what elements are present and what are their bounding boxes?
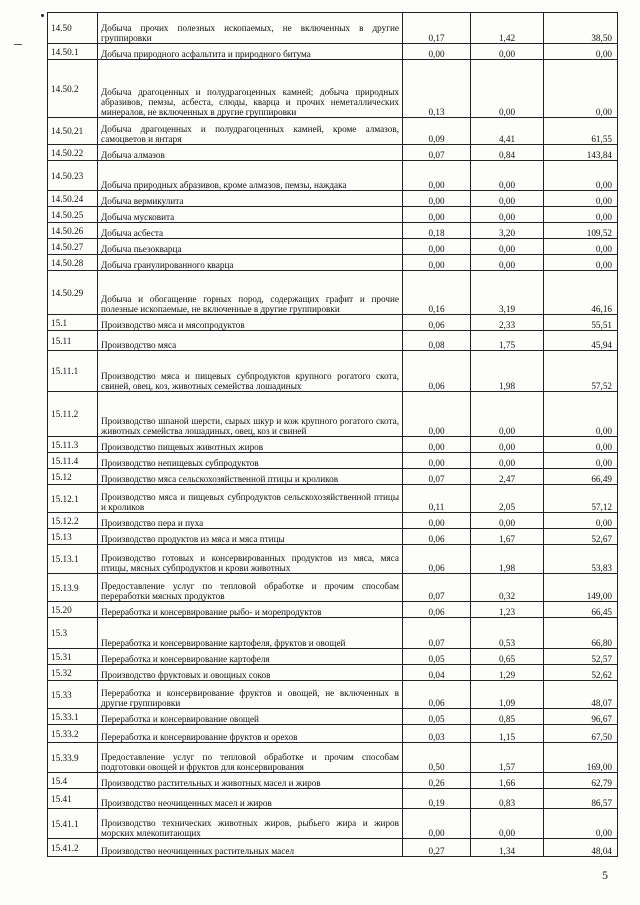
table-row: [48, 331, 618, 351]
row-value-2: 1,67: [471, 529, 544, 545]
row-value-2: 2,47: [471, 469, 544, 485]
row-value-2: 1,23: [471, 602, 544, 618]
row-code: 14.50.23: [48, 161, 98, 191]
row-code: 15.3: [48, 618, 98, 649]
row-value-1: 0,00: [403, 809, 471, 839]
row-code: 15.12: [48, 469, 98, 485]
row-code: 14.50.21: [48, 118, 98, 145]
row-value-1: 0,27: [403, 839, 471, 857]
row-code: 15.33.9: [48, 743, 98, 773]
row-value-1: 0,00: [403, 207, 471, 223]
row-code: 15.31: [48, 649, 98, 665]
table-row: [48, 469, 618, 485]
table-row: [48, 161, 618, 191]
page-number: 5: [602, 868, 608, 882]
table-row: [48, 809, 618, 839]
table-row: [48, 13, 618, 44]
row-value-2: 4,41: [471, 118, 544, 145]
table-row: [48, 118, 618, 145]
row-value-2: 0,00: [471, 392, 544, 437]
table-row: [48, 437, 618, 453]
row-name: Производство фруктовых и овощных соков: [98, 665, 403, 681]
row-code: 15.11.1: [48, 351, 98, 392]
table-row: [48, 665, 618, 681]
row-value-2: 0,00: [471, 191, 544, 207]
row-value-2: 0,00: [471, 161, 544, 191]
table-row: [48, 44, 618, 60]
row-value-2: 3,19: [471, 271, 544, 315]
row-name: Переработка и консервирование фруктов и орехов: [98, 725, 403, 743]
row-value-3: 66,45: [544, 602, 618, 618]
table-body: [48, 13, 618, 857]
row-value-3: 66,49: [544, 469, 618, 485]
row-name: Добыча пьезокварца: [98, 239, 403, 255]
row-code: 15.12.2: [48, 513, 98, 529]
row-value-1: 0,13: [403, 60, 471, 118]
row-value-2: 1,98: [471, 545, 544, 574]
row-value-1: 0,11: [403, 485, 471, 513]
row-value-3: 0,00: [544, 191, 618, 207]
row-value-1: 0,06: [403, 545, 471, 574]
row-name: Производство растительных и животных масел и жиров: [98, 773, 403, 789]
row-value-2: 0,65: [471, 649, 544, 665]
row-value-1: 0,06: [403, 681, 471, 709]
table-row: [48, 315, 618, 331]
row-value-2: 1,66: [471, 773, 544, 789]
row-value-2: 0,00: [471, 60, 544, 118]
row-value-3: 62,79: [544, 773, 618, 789]
row-value-1: 0,05: [403, 709, 471, 725]
row-name: Переработка и консервирование картофеля, фруктов и овощей: [98, 618, 403, 649]
row-code: 14.50: [48, 13, 98, 44]
row-code: 14.50.26: [48, 223, 98, 239]
table-row: [48, 725, 618, 743]
table-row: [48, 453, 618, 469]
row-code: 15.11.4: [48, 453, 98, 469]
table-row: [48, 618, 618, 649]
row-value-2: 1,29: [471, 665, 544, 681]
table-row: [48, 392, 618, 437]
row-value-1: 0,07: [403, 618, 471, 649]
row-value-1: 0,03: [403, 725, 471, 743]
row-value-3: 52,62: [544, 665, 618, 681]
table-row: [48, 145, 618, 161]
row-value-3: 169,00: [544, 743, 618, 773]
table-row: [48, 207, 618, 223]
row-value-1: 0,00: [403, 513, 471, 529]
table-row: [48, 223, 618, 239]
row-value-1: 0,50: [403, 743, 471, 773]
table-row: [48, 773, 618, 789]
row-value-2: 0,00: [471, 207, 544, 223]
table-row: [48, 789, 618, 809]
row-code: 14.50.24: [48, 191, 98, 207]
row-value-1: 0,17: [403, 13, 471, 44]
scan-mark: [41, 14, 44, 17]
row-name: Добыча драгоценных и полудрагоценных камней; добыча природных абразивов, пемзы, асбеста, слюды, кварца и прочих неметаллических минералов, не включенных в другие группировки: [98, 60, 403, 118]
row-name: Предоставление услуг по тепловой обработке и прочим способам переработки мясных продуктов: [98, 574, 403, 602]
row-name: Добыча прочих полезных ископаемых, не включенных в другие группировки: [98, 13, 403, 44]
row-name: Производство продуктов из мяса и мяса птицы: [98, 529, 403, 545]
row-value-2: 0,00: [471, 255, 544, 271]
row-value-3: 109,52: [544, 223, 618, 239]
row-value-1: 0,06: [403, 602, 471, 618]
row-value-3: 66,80: [544, 618, 618, 649]
row-value-3: 48,07: [544, 681, 618, 709]
row-value-3: 0,00: [544, 44, 618, 60]
table-row: [48, 545, 618, 574]
row-code: 15.11: [48, 331, 98, 351]
row-name: Добыча асбеста: [98, 223, 403, 239]
row-code: 15.20: [48, 602, 98, 618]
row-value-3: 0,00: [544, 239, 618, 255]
row-value-3: 0,00: [544, 437, 618, 453]
row-name: Добыча природных абразивов, кроме алмазов, пемзы, наждака: [98, 161, 403, 191]
row-code: 15.4: [48, 773, 98, 789]
row-name: Добыча природного асфальтита и природного битума: [98, 44, 403, 60]
row-value-3: 57,52: [544, 351, 618, 392]
row-value-1: 0,19: [403, 789, 471, 809]
row-name: Производство шпаной шерсти, сырых шкур и кож крупного рогатого скота, животных семейства лошадиных, овец, коз и свиней: [98, 392, 403, 437]
row-value-2: 1,57: [471, 743, 544, 773]
row-code: 15.13: [48, 529, 98, 545]
row-value-3: 0,00: [544, 207, 618, 223]
row-value-3: 55,51: [544, 315, 618, 331]
row-name: Переработка и консервирование фруктов и овощей, не включенных в другие группировки: [98, 681, 403, 709]
row-value-3: 53,83: [544, 545, 618, 574]
row-value-2: 0,32: [471, 574, 544, 602]
row-value-3: 0,00: [544, 513, 618, 529]
row-value-1: 0,00: [403, 239, 471, 255]
row-value-3: 0,00: [544, 161, 618, 191]
row-name: Предоставление услуг по тепловой обработке и прочим способам подготовки овощей и фруктов для консервирования: [98, 743, 403, 773]
row-value-3: 0,00: [544, 809, 618, 839]
economic-activity-table: [47, 12, 618, 857]
row-value-2: 0,85: [471, 709, 544, 725]
row-code: 15.11.2: [48, 392, 98, 437]
row-code: 15.13.1: [48, 545, 98, 574]
row-name: Производство мяса сельскохозяйственной птицы и кроликов: [98, 469, 403, 485]
row-value-2: 0,00: [471, 239, 544, 255]
table-row: [48, 743, 618, 773]
row-code: 15.33.2: [48, 725, 98, 743]
row-value-3: 96,67: [544, 709, 618, 725]
row-value-1: 0,07: [403, 469, 471, 485]
table-row: [48, 681, 618, 709]
row-code: 15.32: [48, 665, 98, 681]
row-code: 14.50.22: [48, 145, 98, 161]
row-code: 15.12.1: [48, 485, 98, 513]
row-value-1: 0,07: [403, 145, 471, 161]
row-code: 14.50.1: [48, 44, 98, 60]
row-value-1: 0,09: [403, 118, 471, 145]
table-row: [48, 839, 618, 857]
row-value-2: 3,20: [471, 223, 544, 239]
row-code: 14.50.2: [48, 60, 98, 118]
table-row: [48, 485, 618, 513]
row-name: Добыча мусковита: [98, 207, 403, 223]
row-value-1: 0,04: [403, 665, 471, 681]
row-name: Производство технических животных жиров, рыбьего жира и жиров морских млекопитающих: [98, 809, 403, 839]
row-code: 15.11.3: [48, 437, 98, 453]
row-value-2: 0,00: [471, 809, 544, 839]
row-value-2: 0,83: [471, 789, 544, 809]
row-value-2: 0,00: [471, 513, 544, 529]
table-row: [48, 255, 618, 271]
row-value-3: 46,16: [544, 271, 618, 315]
row-value-2: 0,00: [471, 44, 544, 60]
row-name: Добыча и обогащение горных пород, содержащих графит и прочие полезные ископаемые, не включенные в другие группировки: [98, 271, 403, 315]
row-value-1: 0,00: [403, 161, 471, 191]
row-value-3: 86,57: [544, 789, 618, 809]
table-row: [48, 271, 618, 315]
table-row: [48, 239, 618, 255]
row-code: 14.50.27: [48, 239, 98, 255]
table-row: [48, 351, 618, 392]
row-code: 14.50.29: [48, 271, 98, 315]
row-value-3: 38,50: [544, 13, 618, 44]
table-row: [48, 513, 618, 529]
table-row: [48, 649, 618, 665]
row-name: Производство мяса и пищевых субпродуктов сельскохозяйственной птицы и кроликов: [98, 485, 403, 513]
row-value-2: 0,00: [471, 437, 544, 453]
row-code: 15.41: [48, 789, 98, 809]
row-value-3: 52,67: [544, 529, 618, 545]
row-value-2: 0,84: [471, 145, 544, 161]
row-value-1: 0,18: [403, 223, 471, 239]
row-name: Добыча алмазов: [98, 145, 403, 161]
row-name: Производство непищевых субпродуктов: [98, 453, 403, 469]
row-name: Переработка и консервирование рыбо- и морепродуктов: [98, 602, 403, 618]
row-value-1: 0,06: [403, 529, 471, 545]
table-row: [48, 60, 618, 118]
row-value-2: 2,05: [471, 485, 544, 513]
row-value-2: 1,75: [471, 331, 544, 351]
row-name: Производство пищевых животных жиров: [98, 437, 403, 453]
row-name: Производство неочищенных растительных масел: [98, 839, 403, 857]
scan-mark: [14, 44, 22, 45]
table-row: [48, 574, 618, 602]
row-value-1: 0,06: [403, 351, 471, 392]
row-value-1: 0,07: [403, 574, 471, 602]
row-code: 15.33: [48, 681, 98, 709]
row-name: Добыча гранулированного кварца: [98, 255, 403, 271]
row-value-1: 0,00: [403, 44, 471, 60]
row-value-3: 52,57: [544, 649, 618, 665]
table-row: [48, 191, 618, 207]
row-value-1: 0,16: [403, 271, 471, 315]
row-name: Производство неочищенных масел и жиров: [98, 789, 403, 809]
row-name: Добыча вермикулита: [98, 191, 403, 207]
row-name: Производство мяса: [98, 331, 403, 351]
row-value-2: 1,09: [471, 681, 544, 709]
row-value-3: 48,04: [544, 839, 618, 857]
row-value-1: 0,26: [403, 773, 471, 789]
table-row: [48, 709, 618, 725]
row-value-3: 67,50: [544, 725, 618, 743]
row-value-2: 1,98: [471, 351, 544, 392]
row-code: 14.50.25: [48, 207, 98, 223]
row-name: Производство готовых и консервированных продуктов из мяса, мяса птицы, мясных субпродуктов и крови животных: [98, 545, 403, 574]
row-value-3: 57,12: [544, 485, 618, 513]
row-code: 15.1: [48, 315, 98, 331]
row-value-3: 143,84: [544, 145, 618, 161]
row-value-1: 0,08: [403, 331, 471, 351]
row-value-3: 0,00: [544, 60, 618, 118]
row-value-3: 61,55: [544, 118, 618, 145]
row-code: 14.50.28: [48, 255, 98, 271]
row-value-2: 1,34: [471, 839, 544, 857]
row-value-2: 0,53: [471, 618, 544, 649]
row-value-3: 149,00: [544, 574, 618, 602]
row-value-2: 1,15: [471, 725, 544, 743]
row-name: Производство мяса и пищевых субпродуктов крупного рогатого скота, свиней, овец, коз, животных семейства лошадиных: [98, 351, 403, 392]
table-row: [48, 602, 618, 618]
row-value-1: 0,00: [403, 191, 471, 207]
row-value-1: 0,06: [403, 315, 471, 331]
row-value-1: 0,00: [403, 453, 471, 469]
row-value-3: 0,00: [544, 392, 618, 437]
row-code: 15.13.9: [48, 574, 98, 602]
row-value-1: 0,05: [403, 649, 471, 665]
row-code: 15.33.1: [48, 709, 98, 725]
row-name: Производство мяса и мясопродуктов: [98, 315, 403, 331]
table-row: [48, 529, 618, 545]
row-value-2: 0,00: [471, 453, 544, 469]
row-value-3: 0,00: [544, 255, 618, 271]
row-name: Производство пера и пуха: [98, 513, 403, 529]
row-name: Переработка и консервирование овощей: [98, 709, 403, 725]
row-value-1: 0,00: [403, 437, 471, 453]
row-value-1: 0,00: [403, 255, 471, 271]
row-value-1: 0,00: [403, 392, 471, 437]
row-value-2: 1,42: [471, 13, 544, 44]
row-value-3: 45,94: [544, 331, 618, 351]
row-name: Добыча драгоценных и полудрагоценных камней, кроме алмазов, самоцветов и янтаря: [98, 118, 403, 145]
row-value-2: 2,33: [471, 315, 544, 331]
row-value-3: 0,00: [544, 453, 618, 469]
row-name: Переработка и консервирование картофеля: [98, 649, 403, 665]
row-code: 15.41.1: [48, 809, 98, 839]
row-code: 15.41.2: [48, 839, 98, 857]
